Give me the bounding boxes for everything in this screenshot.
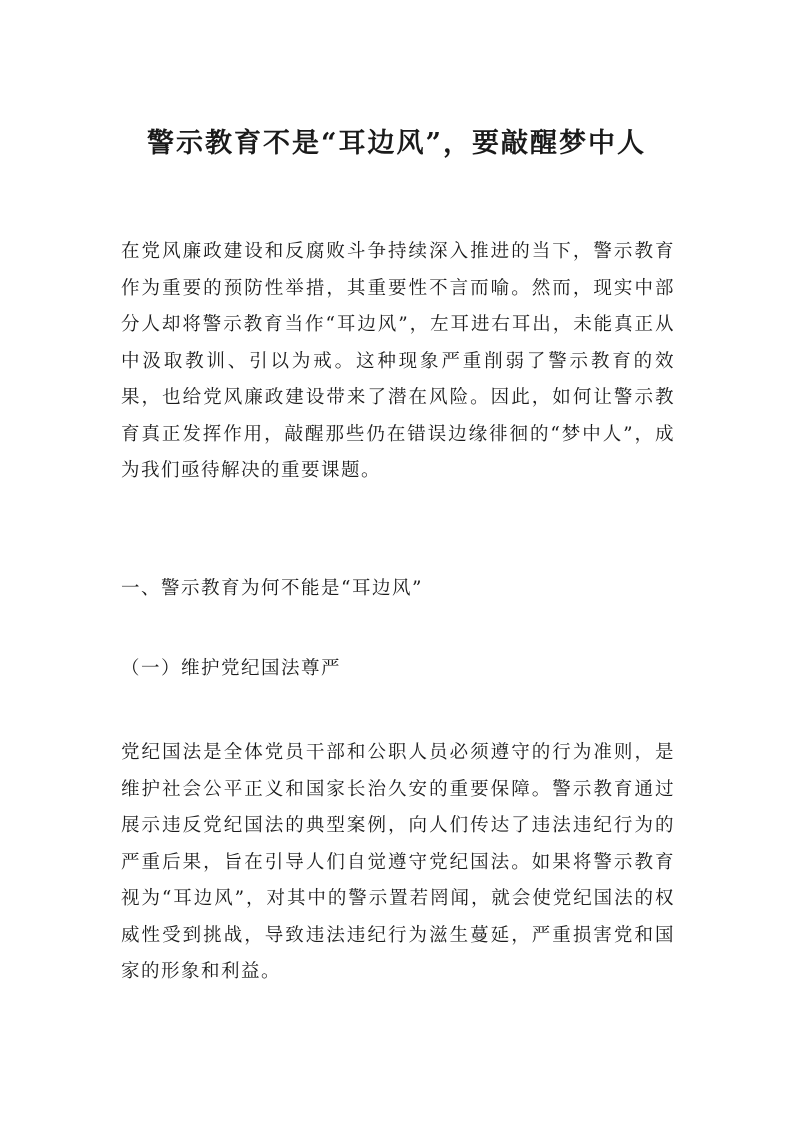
section-heading: 一、警示教育为何不能是“耳边风” [121,578,423,599]
subsection-heading: （一）维护党纪国法尊严 [121,658,342,679]
intro-paragraph: 在党风廉政建设和反腐败斗争持续深入推进的当下，警示教育作为重要的预防性举措，其重要性不言而喻。然而，现实中部分人却将警示教育当作“耳边风”，左耳进右耳出，未能真正从中汲取教训、引以为戒。这种现象严重削弱了警示教育的效果，也给党风廉政建设带来了潜在风险。因此，如何让警示教育真正发挥作用，敲醒那些仍在错误边缘徘徊的“梦中人”，成为我们亟待解决的重要课题。 [121,241,675,481]
body-paragraph: 党纪国法是全体党员干部和公职人员必须遵守的行为准则，是维护社会公平正义和国家长治久安的重要保障。警示教育通过展示违反党纪国法的典型案例，向人们传达了违法违纪行为的严重后果，旨在引导人们自觉遵守党纪国法。如果将警示教育视为“耳边风”，对其中的警示置若罔闻，就会使党纪国法的权威性受到挑战，导致违法违纪行为滋生蔓延，严重损害党和国家的形象和利益。 [121,742,675,982]
page-title: 警示教育不是“耳边风”，要敲醒梦中人 [146,128,647,159]
